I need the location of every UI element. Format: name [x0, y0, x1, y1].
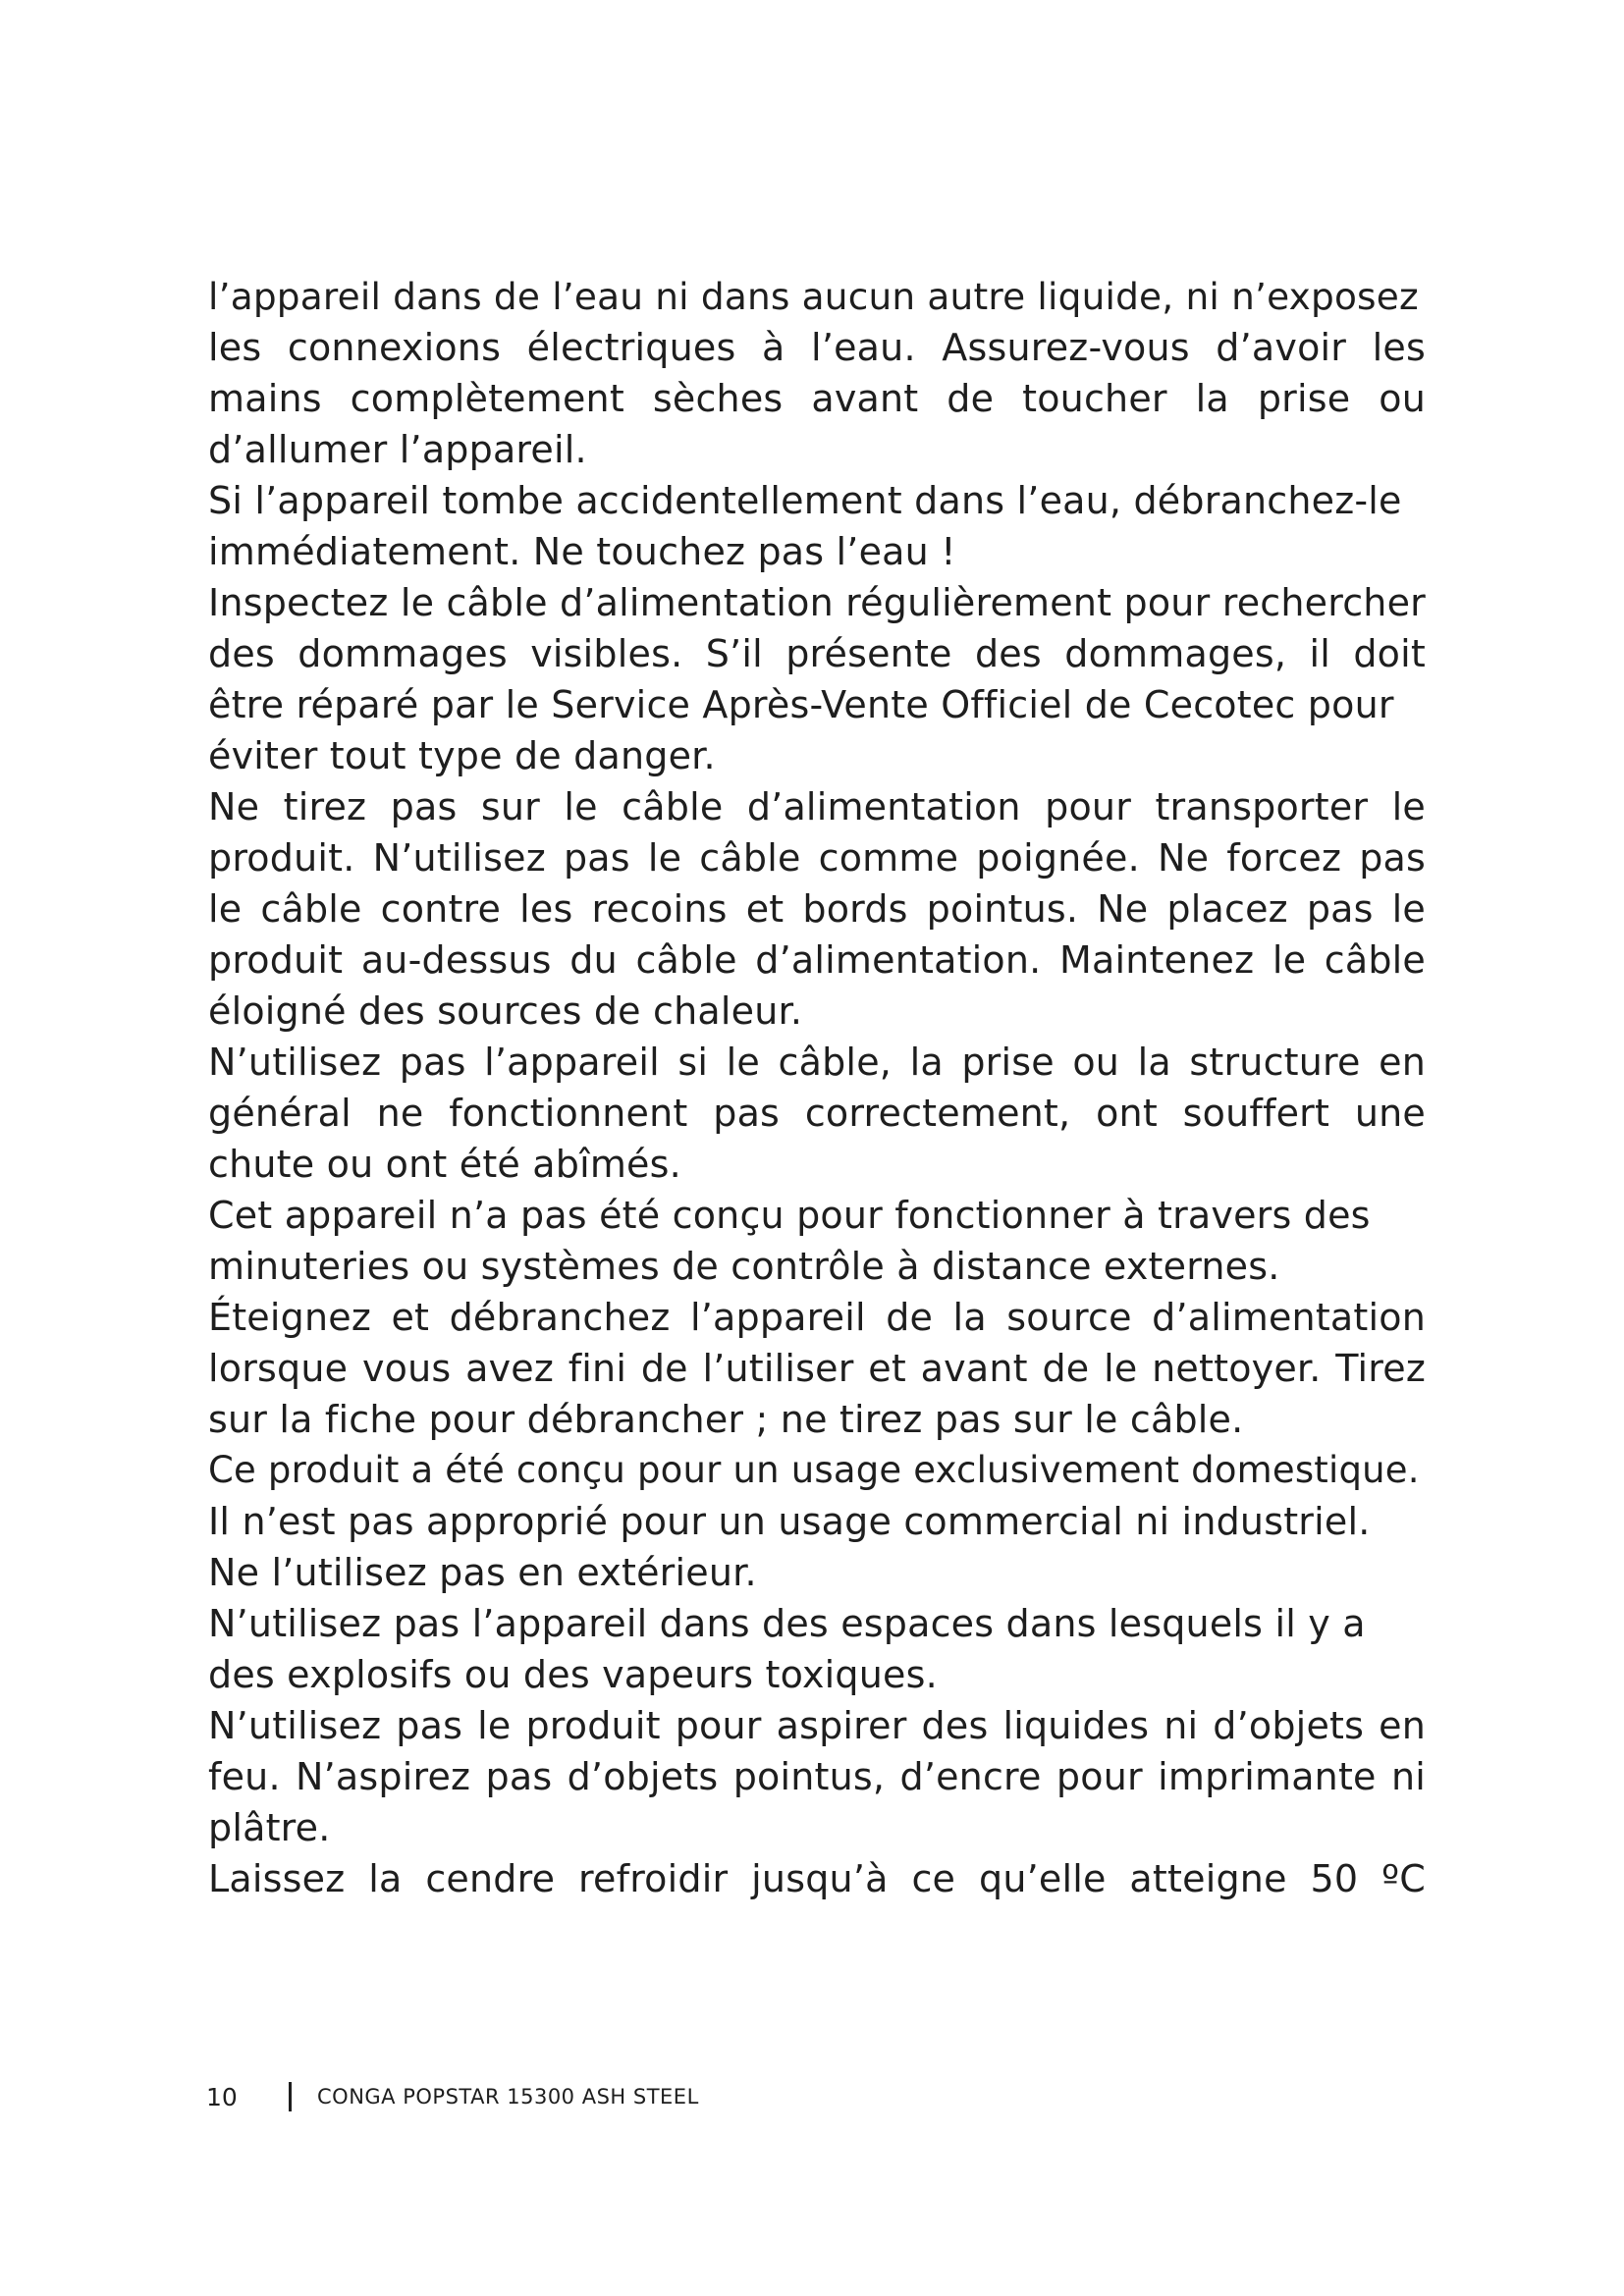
product-name: CONGA POPSTAR 15300 ASH STEEL [317, 2085, 699, 2109]
text-line: sur la fiche pour débrancher ; ne tirez pas sur le câble. [208, 1398, 1244, 1441]
text-line: Ne tirez pas sur le câble d’alimentation pour transporter le [208, 785, 1426, 828]
text-line: l’appareil dans de l’eau ni dans aucun autre liquide, ni n’exposez [208, 275, 1419, 318]
text-line: le câble contre les recoins et bords pointus. Ne placez pas le [208, 887, 1426, 931]
text-line: feu. N’aspirez pas d’objets pointus, d’encre pour imprimante ni [208, 1755, 1426, 1798]
text-line: éloigné des sources de chaleur. [208, 989, 803, 1033]
paragraph [208, 1190, 1426, 1292]
paragraph [208, 475, 1426, 577]
text-line: chute ou ont été abîmés. [208, 1143, 681, 1186]
text-line: Laissez la cendre refroidir jusqu’à ce qu’elle atteigne 50 ºC [208, 1857, 1426, 1900]
text-line: Ce produit a été conçu pour un usage exclusivement domestique. [208, 1449, 1420, 1491]
text-line: des explosifs ou des vapeurs toxiques. [208, 1653, 938, 1696]
paragraph [208, 781, 1426, 1037]
paragraph [208, 1292, 1426, 1445]
text-line: Cet appareil n’a pas été conçu pour fonctionner à travers des [208, 1194, 1371, 1237]
paragraph [208, 577, 1426, 781]
page-number: 10 [206, 2082, 238, 2111]
text-line: Éteignez et débranchez l’appareil de la source d’alimentation [208, 1296, 1426, 1339]
text-line: Ne l’utilisez pas en extérieur. [208, 1551, 757, 1594]
text-line: Inspectez le câble d’alimentation régulièrement pour rechercher [208, 581, 1426, 624]
paragraph [208, 1037, 1426, 1190]
text-line: les connexions électriques à l’eau. Assurez-vous d’avoir les [208, 326, 1426, 369]
text-line: produit au-dessus du câble d’alimentation. Maintenez le câble [208, 938, 1426, 982]
text-line: mains complètement sèches avant de toucher la prise ou [208, 377, 1426, 420]
text-line: plâtre. [208, 1806, 331, 1849]
text-line: N’utilisez pas le produit pour aspirer des liquides ni d’objets en [208, 1704, 1426, 1747]
text-line: d’allumer l’appareil. [208, 428, 587, 471]
paragraph [208, 271, 1426, 475]
paragraph [208, 1445, 1426, 1598]
text-line: Si l’appareil tombe accidentellement dans l’eau, débranchez-le [208, 479, 1402, 522]
text-line: N’utilisez pas l’appareil si le câble, la prise ou la structure en [208, 1041, 1426, 1084]
paragraph [208, 1853, 1426, 1904]
text-line: être réparé par le Service Après-Vente Officiel de Cecotec pour [208, 683, 1394, 726]
paragraph [208, 1700, 1426, 1853]
text-line: lorsque vous avez fini de l’utiliser et avant de le nettoyer. Tirez [208, 1347, 1426, 1390]
text-line: minuteries ou systèmes de contrôle à distance externes. [208, 1245, 1280, 1288]
footer-divider [289, 2082, 292, 2111]
text-line: N’utilisez pas l’appareil dans des espaces dans lesquels il y a [208, 1602, 1366, 1645]
page-footer [206, 2077, 699, 2116]
body-text [208, 271, 1426, 1904]
paragraph [208, 1598, 1426, 1700]
text-line: produit. N’utilisez pas le câble comme poignée. Ne forcez pas [208, 836, 1426, 880]
text-line: Il n’est pas approprié pour un usage commercial ni industriel. [208, 1500, 1371, 1543]
text-line: immédiatement. Ne touchez pas l’eau ! [208, 530, 956, 573]
text-line: éviter tout type de danger. [208, 734, 716, 777]
text-line: général ne fonctionnent pas correctement, ont souffert une [208, 1092, 1426, 1135]
text-line: des dommages visibles. S’il présente des dommages, il doit [208, 632, 1426, 675]
